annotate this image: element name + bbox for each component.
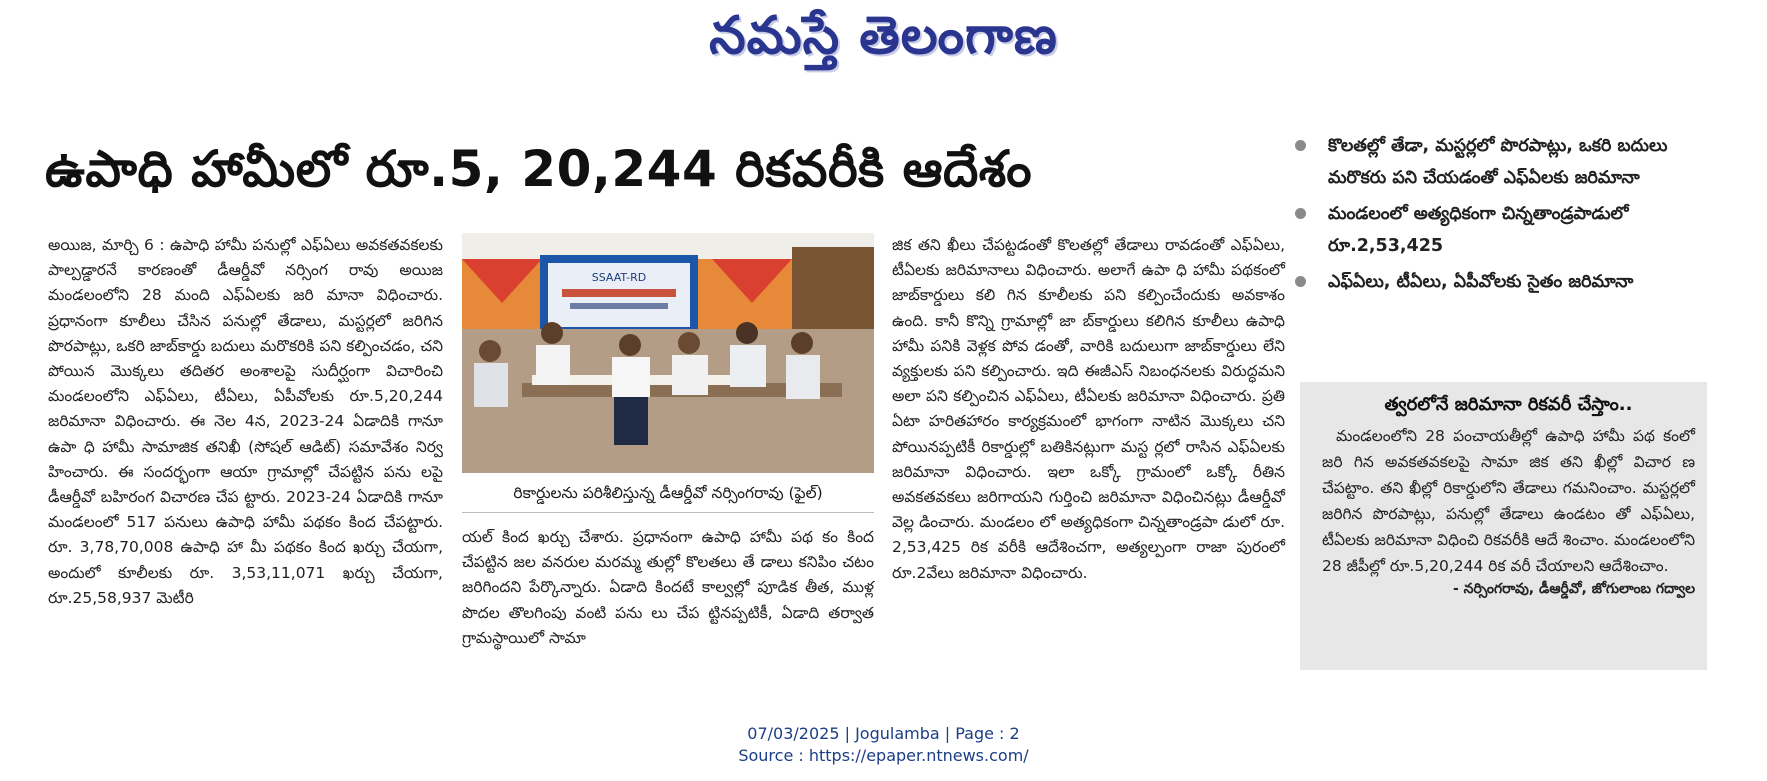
bullet-dot-icon xyxy=(1295,208,1306,219)
highlight-text: కొలతల్లో తేడా, మస్టర్లలో పొరపాట్లు, ఒకరి బదులు మరొకరు పని చేయడంతో ఎఫ్ఏలకు జరిమానా xyxy=(1328,136,1668,188)
meeting-photo-illustration xyxy=(462,233,874,473)
quote-box-body: మండలంలోని 28 పంచాయతీల్లో ఉపాధి హామీ పథ కంలో జరి గిన అవకతవకలపై సామా జిక తని ఖీల్లో విచార ణ చేపట్టాం. తని ఖీల్లో రికార్డులోని తేడాలు గమనించాం. మస్టర్లలో జరిగిన పొరపాట్లు, పనుల్లో తేడాలు ఉండటం తో ఎఫ్ఏలు, టీఏలకు జరిమానా విధించి రికవరీకి ఆదే శించాం. మండలంలోని 28 జీపీల్లో రూ.5,20,244 రిక వరీ చేయాలని ఆదేశించాం. xyxy=(1322,427,1695,575)
bullet-dot-icon xyxy=(1295,140,1306,151)
footer-date-edition: 07/03/2025 | Jogulamba | Page : 2 xyxy=(747,724,1020,743)
article-photo xyxy=(462,233,874,473)
banner-text: SSAAT-RD xyxy=(591,271,647,284)
article-headline: ఉపాధి హామీలో రూ.5, 20,244 రికవరీకి ఆదేశం xyxy=(45,140,1033,198)
article-column-1: అయిజ, మార్చి 6 : ఉపాధి హామీ పనుల్లో ఎఫ్ఏలు అవకతవకలకు పాల్పడ్డారనే కారణంతో డీఆర్డీవో నర్సింగ రావు అయిజ మండలంలోని 28 మంది ఎఫ్ఏలకు జరి మానా విధించారు. ప్రధానంగా కూలీలు చేసిన పనుల్లో తేడాలు, మస్టర్లలో జరిగిన పొరపాట్లు, ఒకరి జాబ్‌కార్డు బదులు మరొకరికి పని కల్పించడం, చని పోయిన మొక్కలు తదితర అంశాలపై సుదీర్ఘంగా విచారించి మండలంలోని ఎఫ్ఏలు, టీఏలు, ఏపీవోలకు రూ.5,20,244 జరిమానా విధించారు. ఈ నెల 4న, 2023-24 ఏడాదికి గానూ ఉపా ధి హామీ సామాజిక తనిఖీ (సోషల్ ఆడిట్) సమావేశం నిర్వ హించారు. ఈ సందర్భంగా ఆయా గ్రామాల్లో చేపట్టిన పను లపై డీఆర్డీవో బహిరంగ విచారణ చేప ట్టారు. 2023-24 ఏడాదికి గానూ మండలంలో 517 పనులు ఉపాధి హామీ పథకం కింద చేపట్టారు. రూ. 3,78,70,008 ఉపాధి హా మీ పథకం కింద ఖర్చు చేయగా, అందులో కూలీలకు రూ. 3,53,11,071 ఖర్చు చేయగా, రూ.25,58,937 మెటీరి xyxy=(48,236,443,607)
article-column-2: యల్ కింద ఖర్చు చేశారు. ప్రధానంగా ఉపాధి హామీ పథ కం కింద చేపట్టిన జల వనరుల మరమ్మ తుల్లో కొలతలు తే డాలు కనిపిం చటం జరిగిందని పేర్కొన్నారు. ఏడాది కిందటే కాల్వల్లో పూడిక తీత, ముళ్ల పొదల తొలగింపు వంటి పను లు చేప ట్టినప్పటికీ, ఏడాది తర్వాత గ్రామస్థాయిలో సామా xyxy=(462,528,874,647)
footer-source-link[interactable]: Source : https://epaper.ntnews.com/ xyxy=(738,746,1029,765)
photo-caption: రికార్డులను పరిశీలిస్తున్న డీఆర్డీవో నర్సింగరావు (ఫైల్) xyxy=(462,484,874,513)
highlight-text: ఎఫ్ఏలు, టీఏలు, ఏపీవోలకు సైతం జరిమానా xyxy=(1328,272,1634,292)
quote-box xyxy=(1300,382,1707,670)
highlights-list xyxy=(1290,130,1730,302)
quote-box-title: త్వరలోనే జరిమానా రికవరీ చేస్తాం.. xyxy=(1384,394,1633,415)
highlight-item xyxy=(1290,198,1730,262)
highlight-text: మండలంలో అత్యధికంగా చిన్నతాండ్రపాడులో రూ.2,53,425 xyxy=(1328,204,1629,256)
bullet-dot-icon xyxy=(1295,276,1306,287)
quote-box-signature: - నర్సింగరావు, డీఆర్డీవో, జోగులాంబ గద్వాల xyxy=(1453,581,1695,597)
highlight-item xyxy=(1290,130,1730,194)
newspaper-masthead: నమస్తే తెలంగాణ xyxy=(709,6,1058,66)
article-column-3: జిక తని ఖీలు చేపట్టడంతో కొలతల్లో తేడాలు రావడంతో ఎఫ్ఏలు, టీఏలకు జరిమానాలు విధించారు. అలాగే ఉపా ధి హామీ పథకంలో జాబ్‌కార్డులు కలి గిన కూలీలకు పని కల్పించేందుకు అవకాశం ఉంది. కానీ కొన్ని గ్రామాల్లో జా బ్‌కార్డులు కలిగిన కూలీలు ఉపాధి హామీ పనికి వెళ్లక పోవ డంతో, వారికి బదులుగా జాబ్‌కార్డులు లేని వ్యక్తులకు పని కల్పించారు. ఇది ఈజీఎస్ నిబంధనలకు విరుద్ధమని అలా పని కల్పించిన ఎఫ్ఏలు, టీఏలకు జరిమానా విధించారు. ప్రతి ఏటా హరితహారం కార్యక్రమంలో భాగంగా నాటిన మొక్కలు చని పోయినప్పటికీ రికార్డుల్లో బతికినట్లుగా మస్ట ర్లలో రాసిన ఎఫ్ఏలకు జరిమానా విధించారు. ఇలా ఒక్కో గ్రామంలో ఒక్కో రీతిన అవకతవకలు జరిగాయని గుర్తించి జరిమానా విధించినట్లు డీఆర్డీవో వెల్ల డించారు. మండలం లో అత్యధికంగా చిన్నతాండ్రపా డులో రూ. 2,53,425 రిక వరీకి ఆదేశించగా, అత్యల్పంగా రాజా పురంలో రూ.2వేలు జరిమానా విధించారు. xyxy=(892,236,1285,582)
highlight-item xyxy=(1290,266,1730,298)
